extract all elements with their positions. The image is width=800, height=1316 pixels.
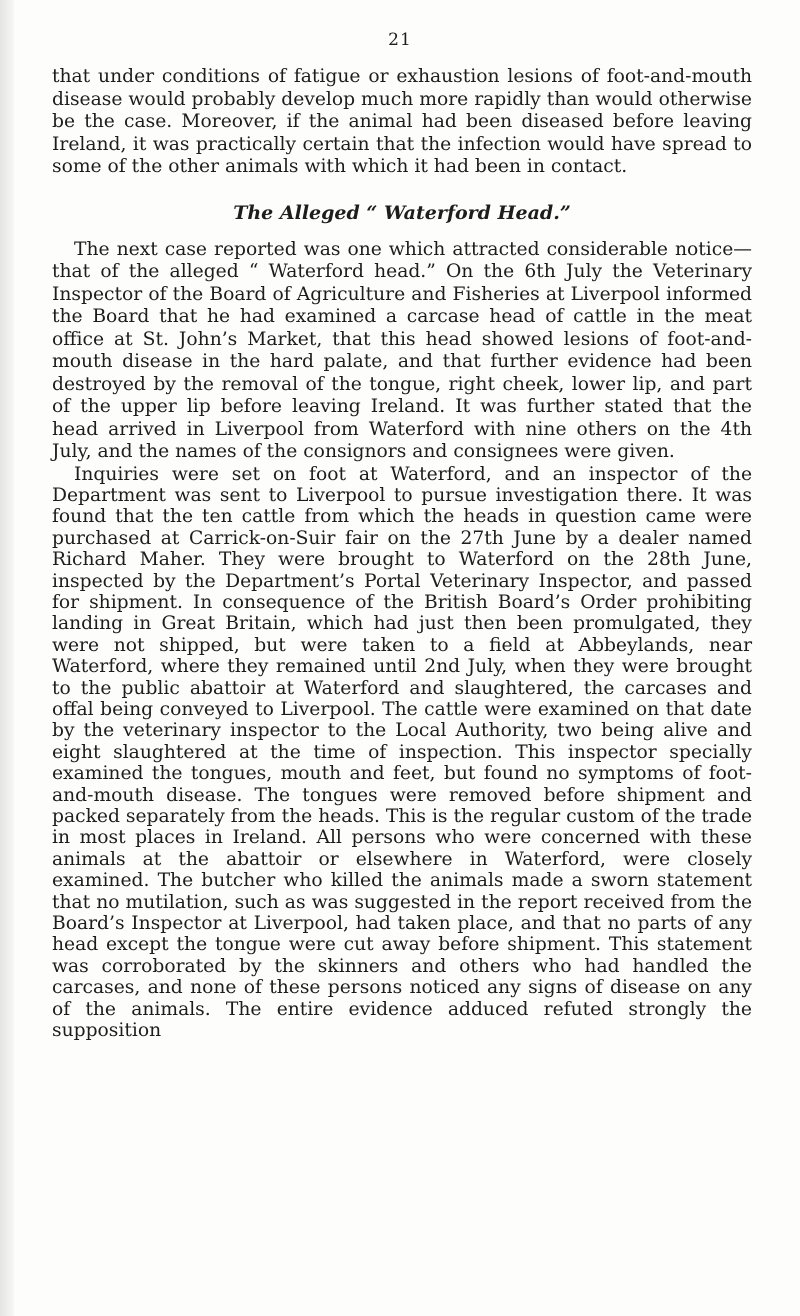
opening-paragraph: that under conditions of fatigue or exhaustion lesions of foot-and-mouth disease would probably develop much more rapidly than would otherwise be the case. Moreover, if the animal had been diseased before leaving Ireland, it was practically certain that the infection would have spread to some of the other animals with which it had been in contact. — [52, 66, 752, 177]
section-heading: The Alleged “ Waterford Head.” — [233, 201, 571, 224]
body-paragraph: Inquiries were set on foot at Waterford, and an inspector of the Department was sent to Liverpool to pursue investigation there. It was found that the ten cattle from which the heads in question came were purchased at Carrick-on-Suir fair on the 27th June by a dealer named Richard Maher. They were brought to Waterford on the 28th June, inspected by the Department’s Portal Veterinary Inspector, and passed for shipment. In consequence of the British Board’s Order prohibiting landing in Great Britain, which had just then been promulgated, they were not shipped, but were taken to a field at Abbeylands, near Waterford, where they remained until 2nd July, when they were brought to the public abattoir at Waterford and slaughtered, the carcases and offal being conveyed to Liverpool. The cattle were examined on that date by the veterinary inspector to the Local Authority, two being alive and eight slaughtered at the time of inspection. This inspector specially examined the tongues, mouth and feet, but found no symptoms of foot-and-mouth disease. The tongues were removed before shipment and packed separately from the heads. This is the regular custom of the trade in most places in Ireland. All persons who were concerned with these animals at the abattoir or elsewhere in Waterford, were closely examined. The butcher who killed the animals made a sworn statement that no mutilation, such as was suggested in the report received from the Board’s Inspector at Liverpool, had taken place, and that no parts of any head except the tongue were cut away before shipment. This statement was corroborated by the skinners and others who had handled the carcases, and none of these persons noticed any signs of disease on any of the animals. The entire evidence adduced refuted strongly the supposition — [52, 463, 752, 1042]
body-paragraph: The next case reported was one which attracted considerable notice—that of the alleged “ Waterford head.” On the 6th July the Veterinary Inspector of the Board of Agriculture and Fisheries at Liverpool informed the Board that he had examined a carcase head of cattle in the meat office at St. John’s Market, that this head showed lesions of foot-and-mouth disease in the hard palate, and that further evidence had been destroyed by the removal of the tongue, right cheek, lower lip, and part of the upper lip before leaving Ireland. It was further stated that the head arrived in Liverpool from Waterford with nine others on the 4th July, and the names of the consignors and consignees were given. — [52, 238, 752, 462]
text-column — [52, 66, 752, 1041]
page-number: 21 — [388, 30, 412, 50]
page-binding-edge — [0, 0, 14, 1316]
